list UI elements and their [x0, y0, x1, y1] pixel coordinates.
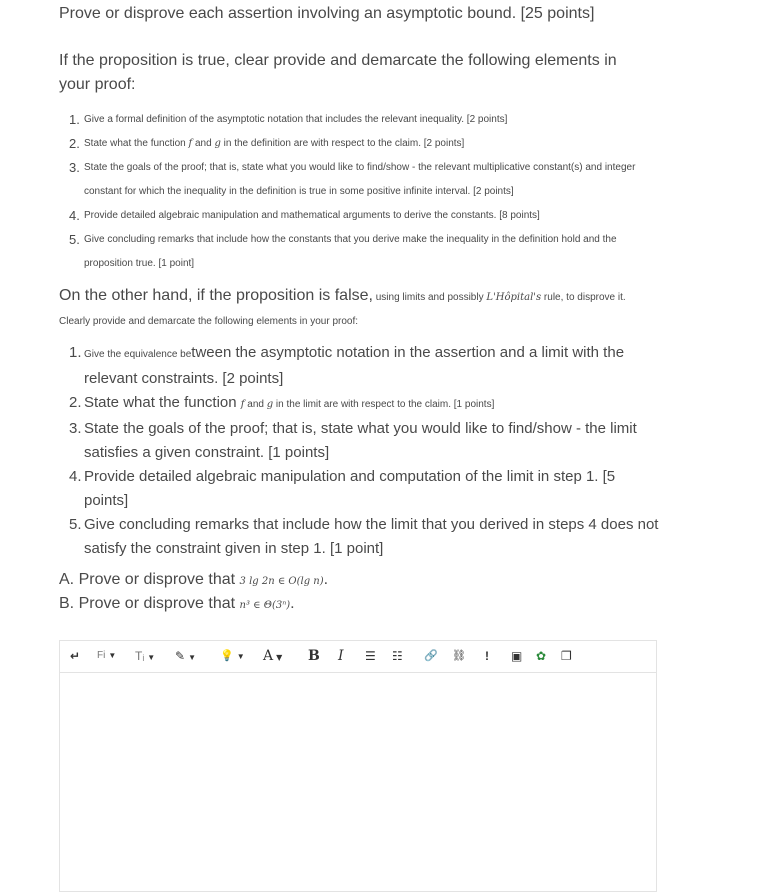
- editor-toolbar: [60, 641, 656, 673]
- image-icon[interactable]: ▣: [511, 649, 523, 663]
- true-case-list: [69, 108, 659, 276]
- list-item: 1. Give the equivalence between the asymptotic notation in the assertion and a limit with the relevant constraints. [2 points]: [69, 344, 625, 387]
- font-family-dropdown[interactable]: Fi ▼: [97, 650, 117, 661]
- list-item: 5. Give concluding remarks that include how the limit that you derived in steps 4 does not satisfy the constraint given in step 1. [1 point]: [69, 516, 659, 557]
- chevron-down-icon: ▼: [108, 651, 117, 660]
- list-item: 3. State the goals of the proof; that is, state what you would like to find/show - the relevant multiplicative constant(s) and integer constant for which the inequality in the definition is true in some positive infinite interval. [2 points]: [69, 160, 636, 197]
- bullet-list-icon[interactable]: ☰: [365, 649, 376, 663]
- question-title: Prove or disprove each assertion involving an asymptotic bound. [25 points]: [59, 5, 595, 22]
- link-icon[interactable]: 🔗: [424, 650, 438, 662]
- list-item: 2. State what the function f and g in the limit are with respect to the claim. [1 points]: [69, 394, 495, 411]
- list-item: 5. Give concluding remarks that include how the constants that you derive make the inequality in the definition hold and the proposition true. [1 point]: [69, 232, 617, 269]
- chevron-down-icon: ▼: [236, 652, 245, 661]
- chevron-down-icon: ▼: [188, 653, 196, 662]
- list-item: 2. State what the function f and g in the definition are with respect to the claim. [2 points]: [69, 136, 465, 151]
- unlink-icon[interactable]: ⛓: [452, 650, 466, 662]
- paragraph-icon[interactable]: ↵: [70, 649, 81, 663]
- numbered-list-icon[interactable]: ☷: [392, 649, 403, 663]
- true-intro: If the proposition is true, clear provide and demarcate the following elements in your proof:: [59, 52, 617, 93]
- false-intro-line2: Clearly provide and demarcate the following elements in your proof:: [59, 316, 359, 327]
- media-icon[interactable]: ✿: [536, 649, 547, 663]
- answer-editor: [59, 640, 657, 892]
- assertion-a: A. Prove or disprove that 3 lg 2n ∈ O(lg n).: [59, 571, 329, 588]
- list-item: 1. Give a formal definition of the asymptotic notation that includes the relevant inequality. [2 points]: [69, 112, 508, 127]
- bulb-icon: 💡: [220, 650, 234, 662]
- style-dropdown[interactable]: [220, 649, 245, 664]
- assertion-b: B. Prove or disprove that n³ ∈ Θ(3ⁿ).: [59, 595, 295, 612]
- italic-button[interactable]: I: [338, 648, 344, 664]
- chevron-down-icon: ▼: [147, 653, 156, 662]
- font-color-dropdown[interactable]: A ▼: [263, 648, 283, 664]
- list-item: 4. Provide detailed algebraic manipulation and computation of the limit in step 1. [5 points]: [69, 468, 616, 509]
- brush-icon: ✎: [175, 649, 186, 663]
- list-item: 4. Provide detailed algebraic manipulation and mathematical arguments to derive the constants. [8 points]: [69, 208, 540, 223]
- highlight-dropdown[interactable]: [175, 649, 196, 665]
- bold-button[interactable]: B: [308, 648, 320, 664]
- warning-icon[interactable]: !: [485, 649, 489, 663]
- false-case-list: [69, 341, 659, 561]
- chevron-down-icon: ▼: [276, 653, 283, 662]
- font-size-dropdown[interactable]: Tᵢ ▼: [135, 649, 156, 663]
- copy-icon[interactable]: ❐: [561, 649, 572, 663]
- false-intro: On the other hand, if the proposition is false, using limits and possibly L'Hôpital's rule, to disprove it.: [59, 287, 626, 304]
- list-item: 3. State the goals of the proof; that is, state what you would like to find/show - the limit satisfies a given constraint. [1 points]: [69, 420, 637, 461]
- editor-body[interactable]: [60, 673, 656, 891]
